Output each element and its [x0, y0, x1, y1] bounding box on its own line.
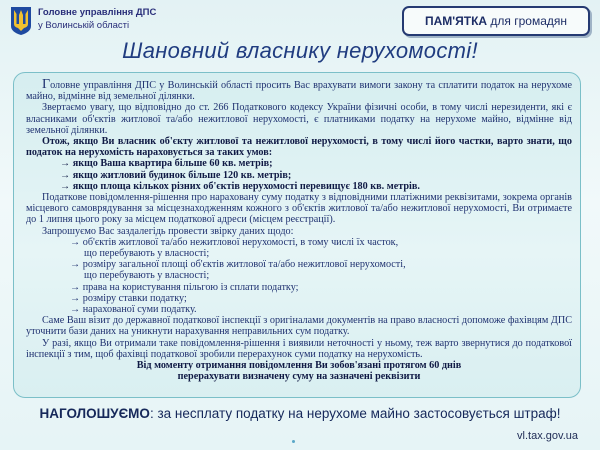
- content-panel: [13, 72, 581, 398]
- memo-badge: [402, 6, 590, 36]
- header: [0, 0, 600, 40]
- paragraph-conditions-intro: Отож, якщо Ви власник об'єкту житлової та нежитлової нерухомості, в тому числі його частки, варто знати, що податок на нерухомість нараховується за таких умов:: [26, 136, 572, 159]
- check-item: → нарахованої суми податку.: [70, 304, 197, 316]
- website-link[interactable]: vl.tax.gov.ua: [517, 430, 578, 442]
- condition-item: → якщо житловий будинок більше 120 кв. метрів;: [60, 169, 292, 181]
- warning-text: : за несплату податку на нерухоме майно застосовується штраф!: [149, 406, 561, 421]
- paragraph-recalculation: У разі, якщо Ви отримали таке повідомлення-рішення і виявили неточності у ньому, теж варто звернутися до податкової інспекції з тим, щоб фахівці податкової зробили перерахунок суми податку на нерухомість.: [26, 337, 572, 360]
- intro-initial: Г: [42, 77, 51, 92]
- decorative-dot: [292, 440, 295, 443]
- condition-item: → якщо Ваша квартира більше 60 кв. метрів;: [60, 158, 273, 170]
- page-title: Шановний власнику нерухомості!: [122, 38, 478, 63]
- paragraph-check-intro: Запрошуємо Вас заздалегідь провести звірку даних щодо:: [42, 225, 294, 237]
- warning-label: НАГОЛОШУЄМО: [39, 406, 150, 421]
- check-item: → права на користування пільгою із сплати податку;: [70, 281, 299, 293]
- paragraph-intro: [26, 79, 572, 102]
- deadline-line-2: перерахувати визначену суму на зазначені реквізити: [177, 371, 421, 383]
- paragraph-visit: Саме Ваш візит до державної податкової інспекції з оригіналами документів на право власності допоможе фахівцям ДПС уточнити бази даних на уникнути нарахування неправильних сум податку.: [26, 315, 572, 338]
- memo-label: ПАМ'ЯТКА: [424, 14, 488, 28]
- memo-audience: для громадян: [487, 14, 568, 28]
- check-item-continuation: що перебувають у власності;: [84, 270, 210, 282]
- deadline-line-1: Від моменту отримання повідомлення Ви зобов'язані протягом 60 днів: [136, 360, 462, 372]
- intro-text: оловне управління ДПС у Волинській області просить Вас врахувати вимоги закону та сплатити податок на нерухоме майно, відмінне від земельної ділянки.: [26, 80, 572, 103]
- condition-item: → якщо площа кількох різних об'єктів нерухомості перевищує 180 кв. метрів.: [60, 180, 420, 192]
- organization-name: [38, 6, 156, 32]
- paragraph-tax-code: Звертаємо увагу, що відповідно до ст. 266 Податкового кодексу України фізичні особи, в тому числі нерезиденти, які є власниками об'єктів житлової та/або нежитлової нерухомості, є платниками податку на нерухоме майно, відмінне від земельної ділянки.: [26, 102, 572, 136]
- check-item-continuation: що перебувають у власності;: [84, 248, 210, 260]
- org-line-2: у Волинській області: [38, 20, 130, 31]
- paragraph-notice: Податкове повідомлення-рішення про нараховану суму податку з відповідними платіжними реквізитами, зокрема органів місцевого самоврядування за місцезнаходженням кожного з об'єктів житлової та/або нежитлової нерухомості, Ви отримаєте до 1 липня цього року за місцем податкової адреси (місцем реєстрації).: [26, 192, 572, 226]
- check-item: → розміру ставки податку;: [70, 292, 187, 304]
- org-line-1: Головне управління ДПС: [38, 7, 157, 18]
- penalty-warning: [0, 406, 600, 421]
- check-item: → об'єктів житлової та/або нежитлової нерухомості, в тому числі їх часток,: [70, 236, 399, 248]
- trident-emblem-icon: [10, 6, 32, 36]
- check-item: → розміру загальної площі об'єктів житлової та/або нежитлової нерухомості,: [70, 259, 406, 271]
